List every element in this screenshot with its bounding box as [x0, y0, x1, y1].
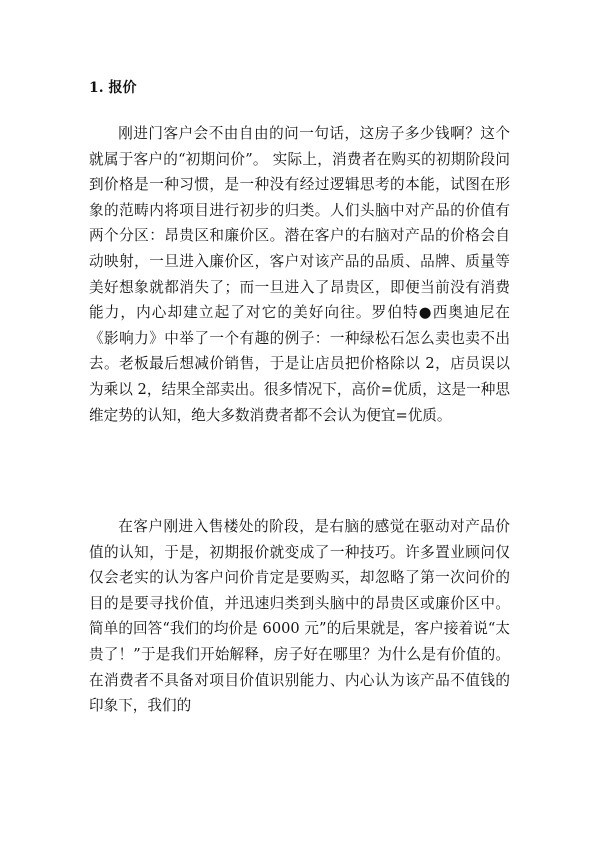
paragraph-initial-quote-technique: 在客户刚进入售楼处的阶段，是右脑的感觉在驱动对产品价值的认知，于是，初期报价就变成了一种技巧。许多置业顾问仅仅会老实的认为客户问价肯定是要购买，却忽略了第一次问价的目的是要寻找价值，并迅速归类到头脑中的昂贵区或廉价区中。简单的回答“我们的均价是 6000 元”的后果就是，客户接着说“太贵了！”于是我们开始解释，房子好在哪里？为什么是有价值的。在消费者不具备对项目价值识别能力、内心认为该产品不值钱的印象下，我们的 [89, 518, 510, 715]
section-heading: 1. 报价 [89, 80, 137, 96]
paragraph-initial-price-inquiry: 刚进门客户会不由自由的问一句话，这房子多少钱啊？这个就属于客户的“初期问价”。 实际上，消费者在购买的初期阶段问到价格是一种习惯，是一种没有经过逻辑思考的本能，试图在形象的范畴内将项目进行初步的归类。人们头脑中对产品的价值有两个分区：昂贵区和廉价区。潜在客户的右脑对产品的价格会自动映射，一旦进入廉价区，客户对该产品的品质、品牌、质量等美好想象就都消失了；而一旦进入了昂贵区，即便当前没有消费能力，内心却建立起了对它的美好向往。罗伯特●西奥迪尼在《影响力》中举了一个有趣的例子：一种绿松石怎么卖也卖不出去。老板最后想减价销售，于是让店员把价格除以 2，店员误以为乘以 2，结果全部卖出。很多情况下，高价=优质，这是一种思维定势的认知，绝大多数消费者都不会认为便宜=优质。 [89, 125, 510, 424]
